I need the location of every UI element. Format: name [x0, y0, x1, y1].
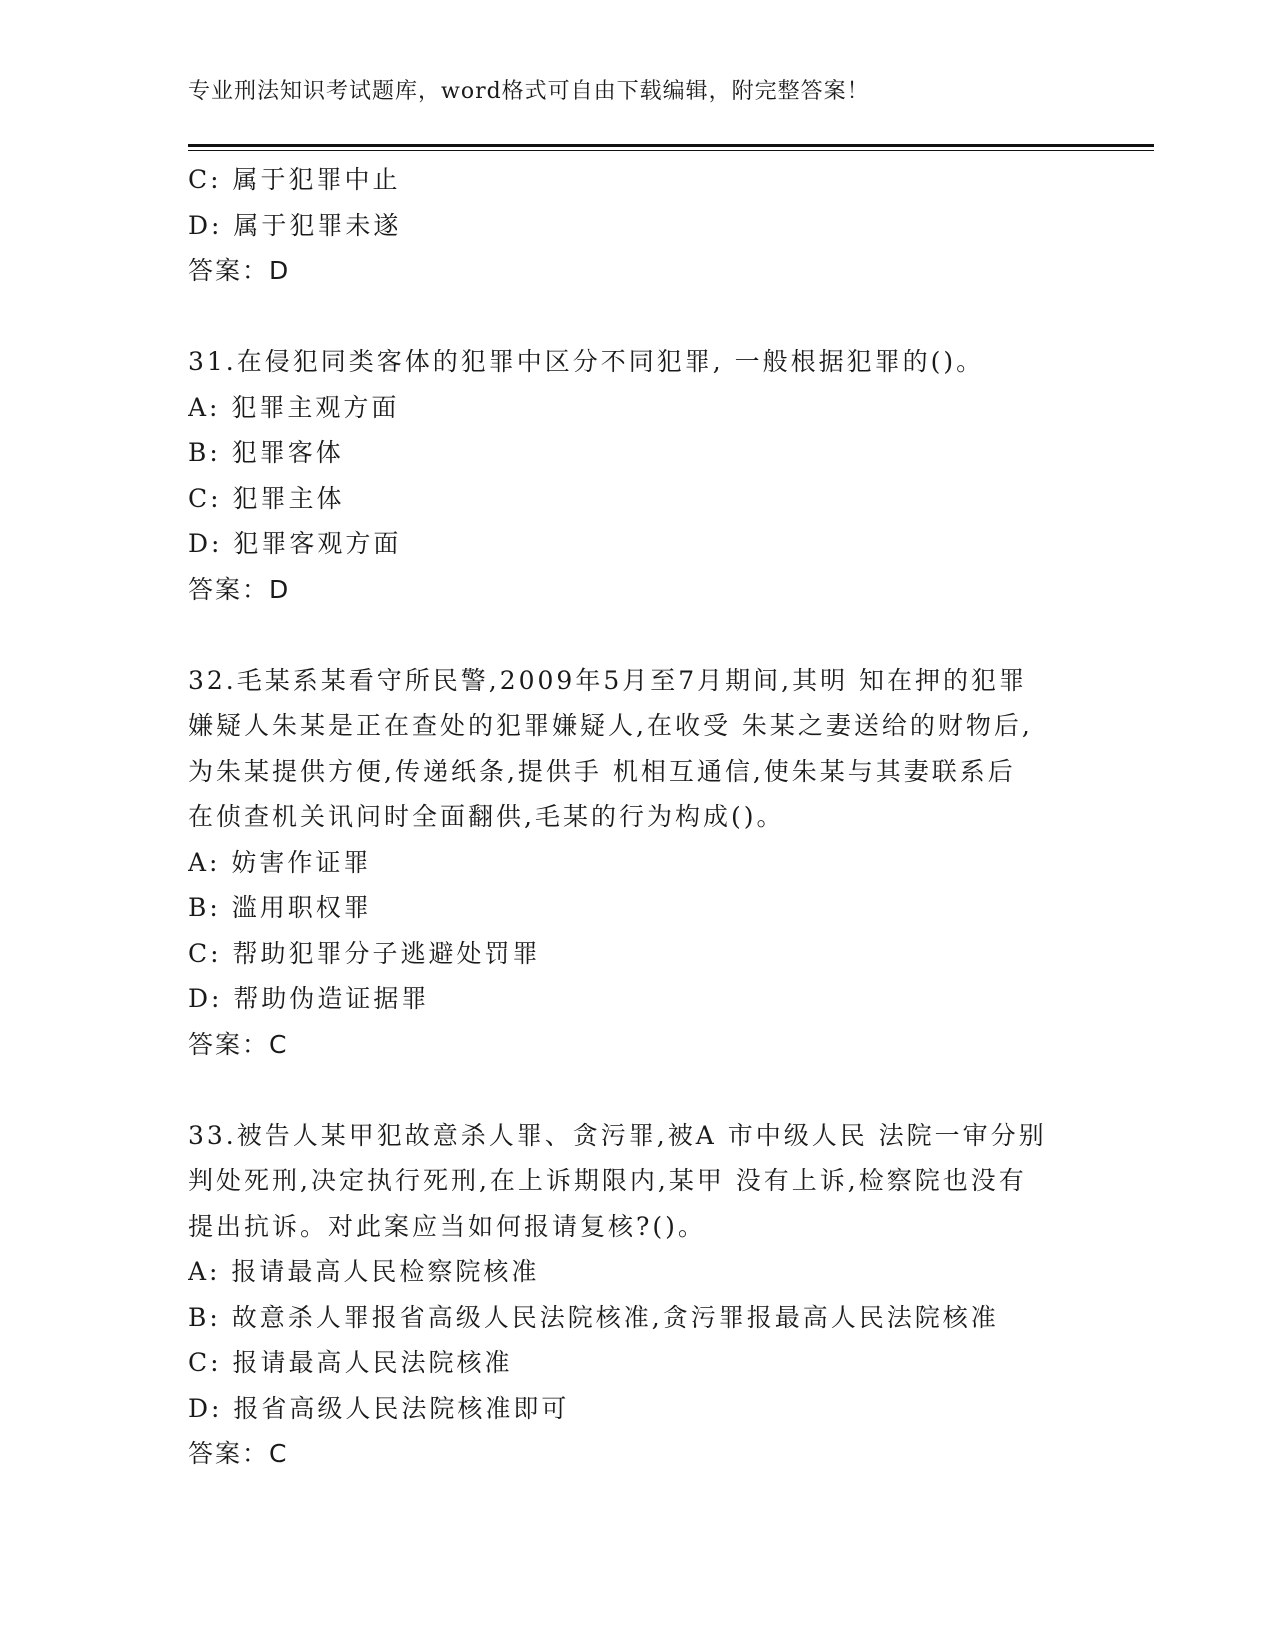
- option-c: C: 报请最高人民法院核准: [188, 1348, 513, 1377]
- answer-line: 答案：C: [188, 1029, 289, 1059]
- option-b: B: 犯罪客体: [188, 438, 344, 467]
- option-a: A: 妨害作证罪: [188, 847, 372, 877]
- question-31: [188, 339, 1108, 612]
- question-32: [188, 658, 1108, 1068]
- answer-line: 答案：C: [188, 1439, 289, 1468]
- option-d: D: 帮助伪造证据罪: [188, 984, 430, 1013]
- option-c: C: 属于犯罪中止: [188, 165, 401, 194]
- option-b: B: 滥用职权罪: [188, 893, 372, 922]
- page-header: 专业刑法知识考试题库，word格式可自由下载编辑，附完整答案！: [188, 79, 870, 104]
- spacer: [188, 612, 1108, 658]
- question-stem: 判处死刑,决定执行死刑,在上诉期限内,某甲 没有上诉,检察院也没有: [188, 1166, 1027, 1195]
- spacer: [188, 294, 1108, 340]
- header-rule-thick: [188, 144, 1154, 147]
- spacer: [188, 1067, 1108, 1113]
- option-b: B: 故意杀人罪报省高级人民法院核准,贪污罪报最高人民法院核准: [188, 1302, 999, 1332]
- header-rule-thin: [188, 150, 1154, 151]
- option-c: C: 犯罪主体: [188, 483, 345, 513]
- question-stem: 提出抗诉。对此案应当如何报请复核?()。: [188, 1211, 706, 1241]
- question-stem: 32.毛某系某看守所民警,2009年5月至7月期间,其明 知在押的犯罪: [188, 665, 1028, 695]
- question-33: [188, 1113, 1108, 1477]
- option-c: C: 帮助犯罪分子逃避处罚罪: [188, 938, 541, 968]
- question-30-tail: [188, 157, 1108, 294]
- question-stem: 在侦查机关讯问时全面翻供,毛某的行为构成()。: [188, 802, 785, 831]
- question-stem: 为朱某提供方便,传递纸条,提供手 机相互通信,使朱某与其妻联系后: [188, 756, 1016, 786]
- question-content: [188, 157, 1108, 1477]
- option-d: D: 属于犯罪未遂: [188, 210, 402, 240]
- option-a: A: 报请最高人民检察院核准: [188, 1257, 540, 1286]
- answer-line: 答案：D: [188, 256, 291, 285]
- option-d: D: 报省高级人民法院核准即可: [188, 1393, 570, 1423]
- question-stem: 33.被告人某甲犯故意杀人罪、贪污罪,被A 市中级人民 法院一审分别: [188, 1120, 1047, 1150]
- question-stem: 31.在侵犯同类客体的犯罪中区分不同犯罪, 一般根据犯罪的()。: [188, 347, 985, 376]
- option-d: D: 犯罪客观方面: [188, 529, 402, 558]
- answer-line: 答案：D: [188, 574, 291, 604]
- question-stem: 嫌疑人朱某是正在查处的犯罪嫌疑人,在收受 朱某之妻送给的财物后,: [188, 711, 1033, 740]
- option-a: A: 犯罪主观方面: [188, 392, 400, 422]
